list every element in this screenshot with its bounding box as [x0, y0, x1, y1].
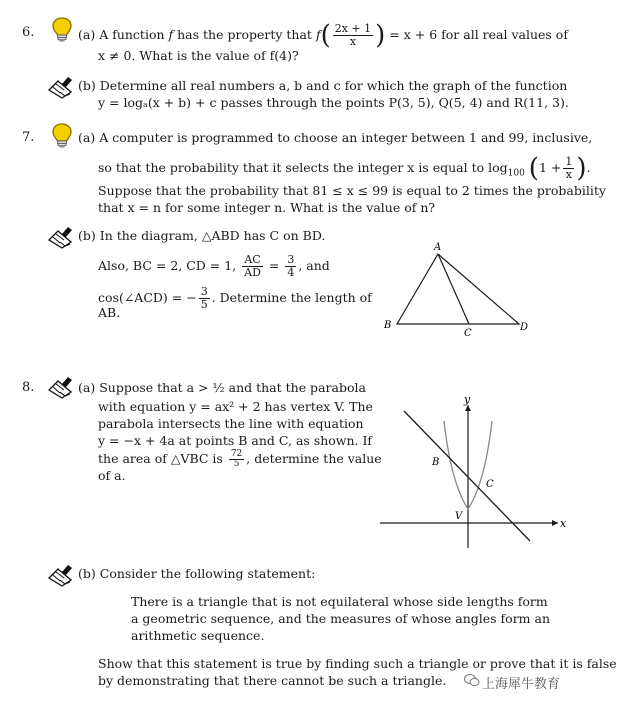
q8a-line5: the area of △VBC is $\frac{72}{5}$ , determine the value [98, 449, 382, 469]
label-b: B [432, 457, 440, 468]
label-x: x [560, 517, 567, 530]
label-d: D [520, 322, 529, 333]
segment-ac [438, 254, 469, 324]
triangle-abd [397, 254, 519, 324]
line-curve [404, 411, 530, 541]
q8b-quote-line2: a geometric sequence, and the measures of whose angles form an [131, 611, 551, 626]
q7b-line1: (b) In the diagram, △ABD has C on BD. [78, 228, 326, 243]
question-number-7: 7. [22, 130, 35, 145]
pencil-hand-icon [46, 74, 74, 100]
label-b: B [384, 320, 392, 331]
label-c: C [486, 479, 494, 490]
q7a-line3: Suppose that the probability that 81 ≤ x ≤ 99 is equal to 2 times the probability [98, 183, 606, 198]
q7b-line4: AB. [98, 305, 121, 320]
q6b-line1: (b) Determine all real numbers a, b and c for which the graph of the function [78, 78, 568, 93]
wechat-icon [464, 673, 480, 687]
q8a-line6: of a. [98, 468, 126, 483]
pencil-hand-icon [46, 562, 74, 588]
watermark-text: 上海犀牛教育 [482, 677, 561, 692]
triangle-diagram [376, 238, 536, 338]
x-axis-arrow-icon [552, 520, 558, 526]
q6a-line2: x ≠ 0. What is the value of f(4)? [98, 48, 299, 63]
question-number-8: 8. [22, 380, 35, 395]
question-number-6: 6. [22, 25, 35, 40]
q6b-line2: y = logₐ(x + b) + c passes through the points P(3, 5), Q(5, 4) and R(11, 3). [98, 95, 569, 110]
q7b-line3: cos(∠ACD) = − $\frac{3}{5}$ . Determine the length of [98, 285, 372, 311]
q8a-line4: y = −x + 4a at points B and C, as shown. If [98, 433, 373, 448]
q8b-quote-line3: arithmetic sequence. [131, 628, 265, 643]
q7a-line2: so that the probability that it selects the integer x is equal to $\log_{100} (1$ + $\frac{1}{x}$ ). [98, 153, 591, 184]
q7a-line4: that x = n for some integer n. What is the value of n? [98, 200, 436, 215]
label-y: y [464, 393, 471, 406]
q6a-fraction: $\frac{2x + 1}{x}$ [334, 22, 372, 48]
q8a-line1: (a) Suppose that a > ½ and that the parabola [78, 380, 366, 395]
parabola-graph [380, 393, 570, 553]
q8b-line1: (b) Consider the following statement: [78, 566, 316, 581]
label-v: V [455, 511, 463, 522]
q7a-line1: (a) A computer is programmed to choose an integer between 1 and 99, inclusive, [78, 130, 593, 145]
pencil-hand-icon [46, 224, 74, 250]
q8b-line2: Show that this statement is true by finding such a triangle or prove that it is false [98, 656, 617, 671]
q8b-line3: by demonstrating that there cannot be such a triangle. [98, 673, 447, 688]
label-a: A [434, 242, 442, 253]
lightbulb-icon [51, 16, 75, 44]
lightbulb-icon [51, 122, 75, 150]
label-c: C [464, 328, 472, 338]
q8a-line3: parabola intersects the line with equation [98, 416, 364, 431]
q7a-fraction: $\frac{1}{x}$ [565, 155, 573, 181]
q8a-line2: with equation y = ax² + 2 has vertex V. The [98, 399, 373, 414]
q6a-line1: (a) A function f has the property that f( $\frac{2x + 1}{x}$ ) = x + 6 for all real values of [78, 20, 568, 51]
q7b-line2: Also, BC = 2, CD = 1, $\frac{AC}{AD}$ = $\frac{3}{4}$ , and [98, 253, 330, 279]
pencil-hand-icon [46, 374, 74, 400]
q8b-quote-line1: There is a triangle that is not equilateral whose side lengths form [131, 594, 548, 609]
